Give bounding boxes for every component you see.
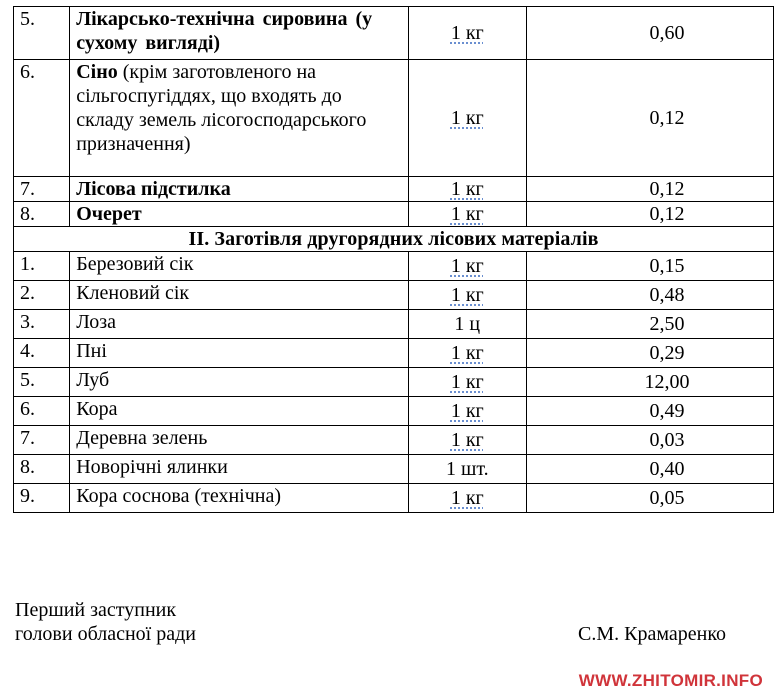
material-name-bold: Очерет: [76, 203, 142, 225]
unit-text: 1 кг: [450, 429, 484, 451]
signatory-position: [15, 598, 196, 646]
material-name: Лоза: [70, 310, 408, 339]
rate-value: 0,03: [527, 426, 774, 455]
material-name: Березовий сік: [70, 252, 408, 281]
row-number: 7.: [14, 177, 70, 202]
row-number: 8.: [14, 202, 70, 227]
unit-cell: [408, 339, 526, 368]
unit-text: 1 шт.: [445, 458, 489, 480]
table-row: [14, 368, 774, 397]
unit-text: 1 кг: [450, 203, 484, 225]
row-number: 3.: [14, 310, 70, 339]
material-name: Кора: [70, 397, 408, 426]
row-number: 8.: [14, 455, 70, 484]
material-name: Пні: [70, 339, 408, 368]
unit-cell: [408, 397, 526, 426]
unit-cell: [408, 7, 526, 60]
unit-text: 1 кг: [450, 371, 484, 393]
table-row: [14, 252, 774, 281]
rate-value: 0,29: [527, 339, 774, 368]
unit-cell: [408, 368, 526, 397]
rate-value: 0,60: [527, 7, 774, 60]
table-row: [14, 202, 774, 227]
row-number: 1.: [14, 252, 70, 281]
rate-value: 0,05: [527, 484, 774, 513]
material-name: [70, 202, 408, 227]
rate-value: 12,00: [527, 368, 774, 397]
unit-text: 1 кг: [450, 487, 484, 509]
unit-cell: [408, 60, 526, 177]
unit-text: 1 кг: [450, 255, 484, 277]
signatory-name: С.М. Крамаренко: [578, 623, 727, 645]
rate-value: 0,15: [527, 252, 774, 281]
unit-cell: [408, 177, 526, 202]
row-number: 9.: [14, 484, 70, 513]
unit-cell: [408, 426, 526, 455]
unit-cell: [408, 455, 526, 484]
material-name: Луб: [70, 368, 408, 397]
row-number: 6.: [14, 397, 70, 426]
site-watermark: WWW.ZHITOMIR.INFO: [578, 671, 763, 690]
material-name: Новорічні ялинки: [70, 455, 408, 484]
table-row: [14, 339, 774, 368]
row-number: 5.: [14, 7, 70, 60]
rate-value: 0,12: [527, 60, 774, 177]
table-row: [14, 60, 774, 177]
rate-value: 0,40: [527, 455, 774, 484]
unit-cell: [408, 281, 526, 310]
unit-text: 1 ц: [454, 313, 481, 335]
rate-value: 0,12: [527, 177, 774, 202]
section-header-row: [14, 227, 774, 252]
unit-text: 1 кг: [450, 178, 484, 200]
unit-text: 1 кг: [450, 400, 484, 422]
material-name: Кленовий сік: [70, 281, 408, 310]
material-name: [70, 177, 408, 202]
table-row: [14, 397, 774, 426]
unit-cell: [408, 202, 526, 227]
table-row: [14, 455, 774, 484]
unit-text: 1 кг: [450, 22, 484, 44]
table-row: [14, 310, 774, 339]
material-name-note: (крім заготовленого на сільгоспугіддях, що входять до складу земель лісогосподарського призначення): [76, 61, 367, 155]
rates-table: [13, 6, 774, 513]
material-name: Деревна зелень: [70, 426, 408, 455]
rate-value: 0,49: [527, 397, 774, 426]
rate-value: 0,12: [527, 202, 774, 227]
table-row: [14, 177, 774, 202]
material-name: Кора соснова (технічна): [70, 484, 408, 513]
unit-text: 1 кг: [450, 284, 484, 306]
unit-cell: [408, 484, 526, 513]
table-row: [14, 281, 774, 310]
material-name: [70, 60, 408, 177]
rate-value: 2,50: [527, 310, 774, 339]
unit-cell: [408, 252, 526, 281]
row-number: 2.: [14, 281, 70, 310]
table-row: [14, 426, 774, 455]
table-row: [14, 7, 774, 60]
signatory-position-line1: Перший заступник: [15, 599, 177, 621]
section-title: ІІ. Заготівля другорядних лісових матеріалів: [14, 227, 774, 252]
unit-cell: [408, 310, 526, 339]
row-number: 4.: [14, 339, 70, 368]
material-name-bold: Сіно: [76, 61, 118, 83]
unit-text: 1 кг: [450, 107, 484, 129]
material-name-bold: Лікарсько-технічна сировина (у сухому вигляді): [76, 8, 373, 54]
row-number: 5.: [14, 368, 70, 397]
row-number: 6.: [14, 60, 70, 177]
signatory-position-line2: голови обласної ради: [15, 623, 196, 645]
row-number: 7.: [14, 426, 70, 455]
rate-value: 0,48: [527, 281, 774, 310]
unit-text: 1 кг: [450, 342, 484, 364]
material-name: [70, 7, 408, 60]
table-row: [14, 484, 774, 513]
material-name-bold: Лісова підстилка: [76, 178, 231, 200]
